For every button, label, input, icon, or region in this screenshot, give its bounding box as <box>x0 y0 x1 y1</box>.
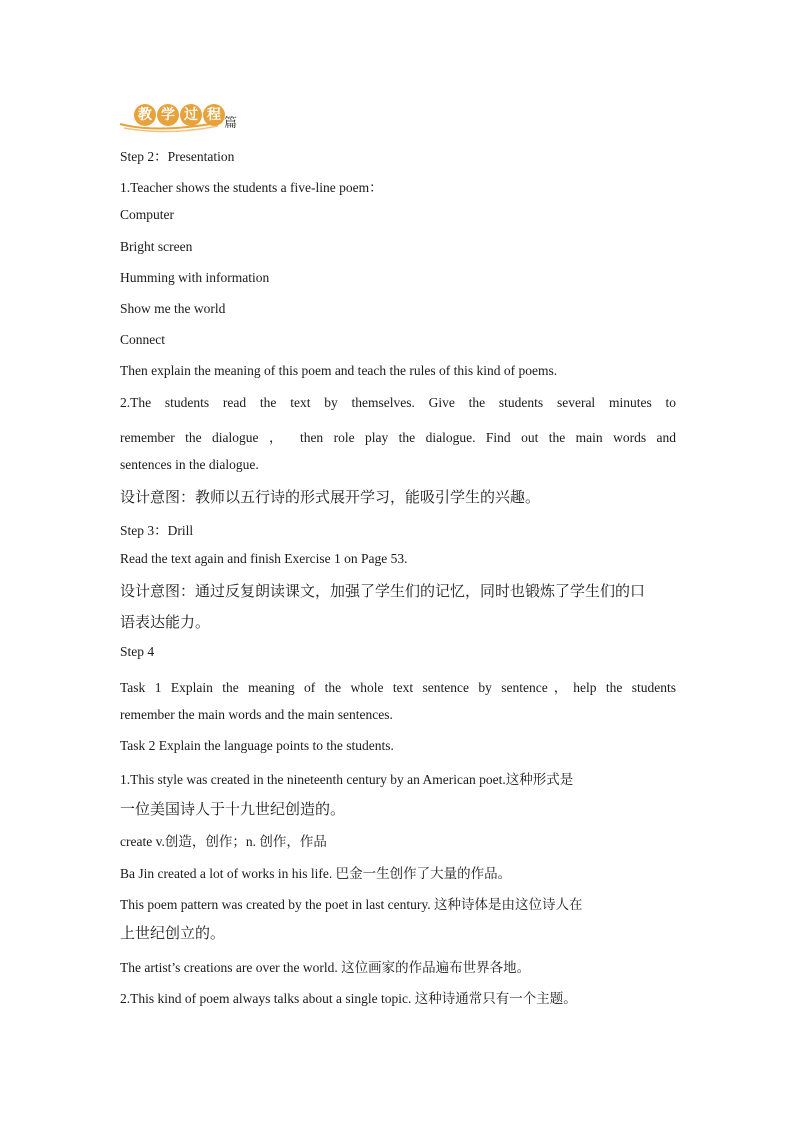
logo-char: 过 <box>180 104 202 126</box>
poem-line: Computer <box>120 207 174 222</box>
design-intent-line: 设计意图：教师以五行诗的形式展开学习，能吸引学生的兴趣。 <box>120 488 541 506</box>
example-line: The artist’s creations are over the world. 这位画家的作品遍布世界各地。 <box>120 960 531 975</box>
paragraph-line: 1.Teacher shows the students a five-line poem： <box>120 180 383 195</box>
step-heading: Step 2：Presentation <box>120 149 235 164</box>
design-intent-line: 语表达能力。 <box>120 613 211 631</box>
paragraph-line: 1.This style was created in the nineteenth century by an American poet.这种形式是 <box>120 772 574 787</box>
logo-char: 程 <box>203 104 225 126</box>
vocab-line: create v.创造，创作；n. 创作，作品 <box>120 834 327 849</box>
paragraph-line: Then explain the meaning of this poem and teach the rules of this kind of poems. <box>120 363 558 378</box>
paragraph-line: 2.This kind of poem always talks about a single topic. 这种诗通常只有一个主题。 <box>120 991 577 1006</box>
example-line: Ba Jin created a lot of works in his life. 巴金一生创作了大量的作品。 <box>120 866 512 881</box>
poem-line: Humming with information <box>120 270 270 285</box>
poem-line: Connect <box>120 332 165 347</box>
poem-line: Bright screen <box>120 239 193 254</box>
logo-tail: 篇 <box>224 116 238 131</box>
step-heading: Step 4 <box>120 644 155 659</box>
example-line: This poem pattern was created by the poet in last century. 这种诗体是由这位诗人在 <box>120 897 583 912</box>
paragraph-line: Task 2 Explain the language points to the students. <box>120 738 394 753</box>
paragraph-line: remember the main words and the main sentences. <box>120 707 393 722</box>
paragraph-line: Read the text again and finish Exercise 1 on Page 53. <box>120 551 408 566</box>
poem-line: Show me the world <box>120 301 226 316</box>
paragraph-line: 2.The students read the text by themselves. Give the students several minutes to <box>120 395 676 410</box>
paragraph-line: sentences in the dialogue. <box>120 457 259 472</box>
logo-char: 学 <box>157 104 179 126</box>
paragraph-line: Task 1 Explain the meaning of the whole text sentence by sentence，help the students <box>120 680 676 695</box>
paragraph-line: remember the dialogue ， then role play the dialogue. Find out the main words and <box>120 430 676 445</box>
design-intent-line: 设计意图：通过反复朗读课文，加强了学生们的记忆，同时也锻炼了学生们的口 <box>120 582 646 600</box>
logo-char: 教 <box>134 104 156 126</box>
section-logo <box>118 100 248 136</box>
example-line: 上世纪创立的。 <box>120 924 226 942</box>
paragraph-line: 一位美国诗人于十九世纪创造的。 <box>120 800 346 818</box>
step-heading: Step 3：Drill <box>120 523 194 538</box>
